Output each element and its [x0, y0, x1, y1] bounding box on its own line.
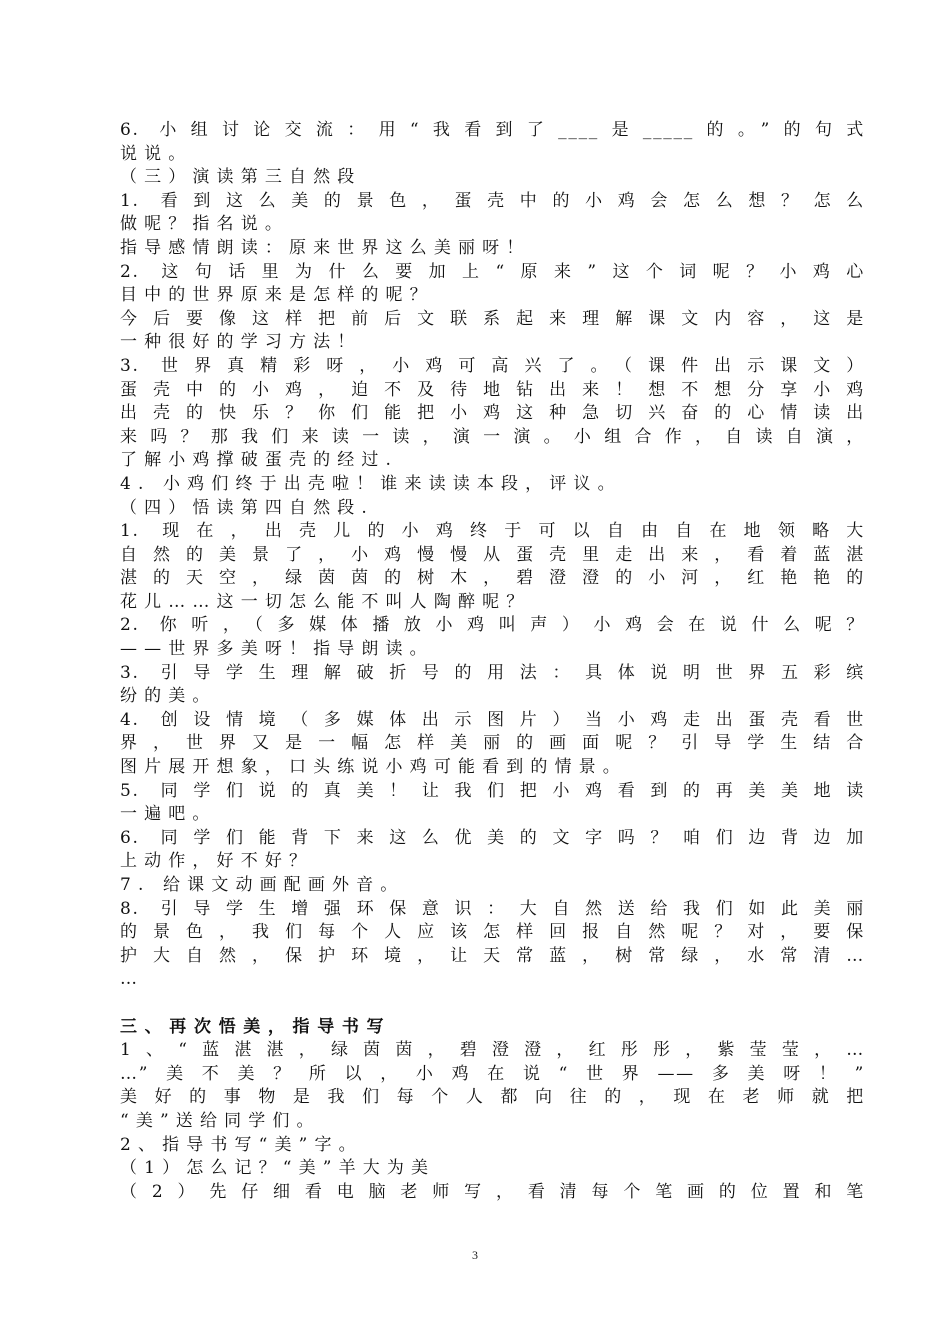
- text-line: 美好的事物是我们每个人都向往的，现在老师就把: [120, 1087, 865, 1108]
- text-line: 4. 创设情境（多媒体出示图片）当小鸡走出蛋壳看世: [120, 709, 865, 730]
- section-subheading: （三）演读第三自然段: [120, 167, 362, 188]
- text-line: 今后要像这样把前后文联系起来理解课文内容，这是: [120, 308, 865, 329]
- text-line: 指导感情朗读：原来世界这么美丽呀！: [120, 237, 531, 258]
- text-line: 1. 现在，出壳儿的小鸡终于可以自由自在地领略大: [120, 521, 865, 542]
- section-heading: 三、再次悟美，指导书写: [120, 1016, 392, 1037]
- text-line: 8. 引导学生增强环保意识：大自然送给我们如此美丽: [120, 898, 865, 919]
- text-line: 一种很好的学习方法！: [120, 332, 362, 353]
- text-line: 2、指导书写“美”字。: [120, 1134, 363, 1155]
- document-body: [120, 119, 865, 1204]
- text-line: （2）先仔细看电脑老师写，看清每个笔画的位置和笔: [120, 1181, 865, 1202]
- text-line: 湛的天空，绿茵茵的树木，碧澄澄的小河，红艳艳的: [120, 568, 865, 589]
- text-line: …”美不美？所以，小鸡在说“世界——多美呀！”: [120, 1063, 865, 1084]
- text-line: 了解小鸡撑破蛋壳的经过.: [120, 450, 399, 471]
- text-line: 自然的美景了，小鸡慢慢从蛋壳里走出来，看着蓝湛: [120, 544, 865, 565]
- text-line: 3. 引导学生理解破折号的用法：具体说明世界五彩缤: [120, 662, 865, 683]
- text-line: 目中的世界原来是怎样的呢？: [120, 285, 434, 306]
- text-line: 4. 小鸡们终于出壳啦！谁来读读本段，评议。: [120, 473, 622, 494]
- text-line: 的景色，我们每个人应该怎样回报自然呢？对，要保: [120, 922, 865, 943]
- text-line: 做呢？指名说。: [120, 214, 289, 235]
- text-line: 护大自然，保护环境，让天常蓝，树常绿，水常清…: [120, 945, 865, 966]
- text-line: 说说。: [120, 143, 193, 164]
- text-line: 7. 给课文动画配画外音。: [120, 875, 405, 895]
- text-line: 界，世界又是一幅怎样美丽的画面呢？引导学生结合: [120, 733, 865, 754]
- text-line: （1）怎么记？“美”羊大为美: [120, 1158, 436, 1179]
- text-line: 6. 同学们能背下来这么优美的文字吗？咱们边背边加: [120, 827, 865, 848]
- text-line: 图片展开想象，口头练说小鸡可能看到的情景。: [120, 757, 627, 778]
- text-line: 6. 小组讨论交流：用“我看到了____是_____的。”的句式: [120, 120, 865, 140]
- text-line: 2. 这句话里为什么要加上“原来”这个词呢？小鸡心: [120, 261, 865, 282]
- text-line: 上动作，好不好？: [120, 851, 314, 872]
- text-line: 1、“蓝湛湛，绿茵茵，碧澄澄，红彤彤，紫莹莹，…: [120, 1040, 865, 1061]
- text-line: 来吗？那我们来读一读，演一演。小组合作，自读自演，: [120, 426, 865, 447]
- text-line: 2. 你听，（多媒体播放小鸡叫声）小鸡会在说什么呢？: [120, 615, 865, 636]
- text-line: 5. 同学们说的真美！让我们把小鸡看到的再美美地读: [120, 780, 865, 801]
- text-line: 出壳的快乐？你们能把小鸡这种急切兴奋的心情读出: [120, 403, 865, 424]
- text-line: 1. 看到这么美的景色，蛋壳中的小鸡会怎么想？怎么: [120, 190, 865, 211]
- text-line: “美”送给同学们。: [120, 1110, 321, 1131]
- section-subheading: （四）悟读第四自然段.: [120, 497, 374, 518]
- text-line: ——世界多美呀！指导朗读。: [120, 639, 434, 660]
- text-line: 纷的美。: [120, 686, 217, 707]
- text-line: 一遍吧。: [120, 804, 217, 825]
- text-line: 3. 世界真精彩呀，小鸡可高兴了。（课件出示课文）: [120, 355, 865, 376]
- blank-line: [120, 992, 865, 1016]
- text-line: 花儿……这一切怎么能不叫人陶醉呢？: [120, 591, 531, 612]
- text-line: …: [120, 969, 145, 990]
- page-number: 3: [472, 1248, 478, 1262]
- text-line: 蛋壳中的小鸡，迫不及待地钻出来！想不想分享小鸡: [120, 379, 865, 400]
